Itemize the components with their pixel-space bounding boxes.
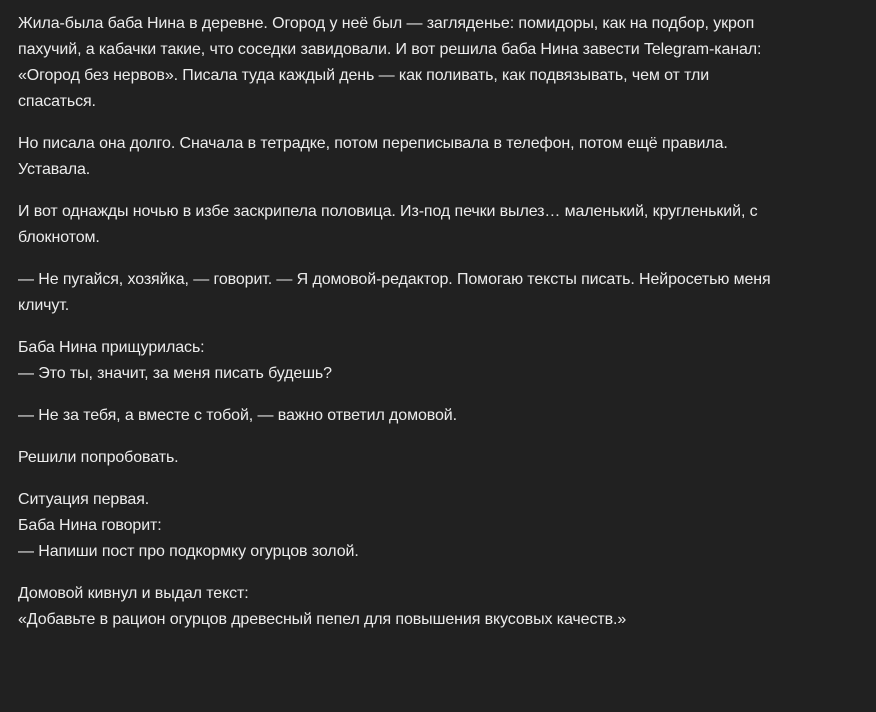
text-line: — Не за тебя, а вместе с тобой, — важно ответил домовой. (18, 407, 457, 424)
text-line: спасаться. (18, 93, 96, 110)
text-line: Домовой кивнул и выдал текст: (18, 585, 249, 602)
paragraph-2 (18, 131, 868, 183)
paragraph-9 (18, 581, 868, 633)
text-line: блокнотом. (18, 229, 100, 246)
paragraph-6 (18, 403, 868, 429)
text-line: — Это ты, значит, за меня писать будешь? (18, 365, 332, 382)
text-line: Уставала. (18, 161, 91, 178)
text-line: И вот однажды ночью в избе заскрипела половица. Из-под печки вылез… маленький, кругленький, с (18, 203, 758, 220)
paragraph-7 (18, 445, 868, 471)
text-line: Но писала она долго. Сначала в тетрадке, потом переписывала в телефон, потом ещё правила. (18, 135, 728, 152)
text-line: «Огород без нервов». Писала туда каждый день — как поливать, как подвязывать, чем от тли (18, 67, 710, 84)
text-line: — Напиши пост про подкормку огурцов золой. (18, 543, 359, 560)
paragraph-8 (18, 487, 868, 565)
text-line: «Добавьте в рацион огурцов древесный пепел для повышения вкусовых качеств.» (18, 611, 627, 628)
text-line: Ситуация первая. (18, 491, 150, 508)
paragraph-5 (18, 335, 868, 387)
text-line: — Не пугайся, хозяйка, — говорит. — Я домовой-редактор. Помогаю тексты писать. Нейросетью меня (18, 271, 771, 288)
text-line: Баба Нина прищурилась: (18, 339, 205, 356)
text-line: пахучий, а кабачки такие, что соседки завидовали. И вот решила баба Нина завести Telegram-канал: (18, 41, 762, 58)
text-line: Жила-была баба Нина в деревне. Огород у неё был — загляденье: помидоры, как на подбор, укроп (18, 15, 755, 32)
text-line: Решили попробовать. (18, 449, 179, 466)
text-line: кличут. (18, 297, 70, 314)
text-line: Баба Нина говорит: (18, 517, 162, 534)
paragraph-1 (18, 11, 868, 115)
paragraph-3 (18, 199, 868, 251)
paragraph-4 (18, 267, 868, 319)
